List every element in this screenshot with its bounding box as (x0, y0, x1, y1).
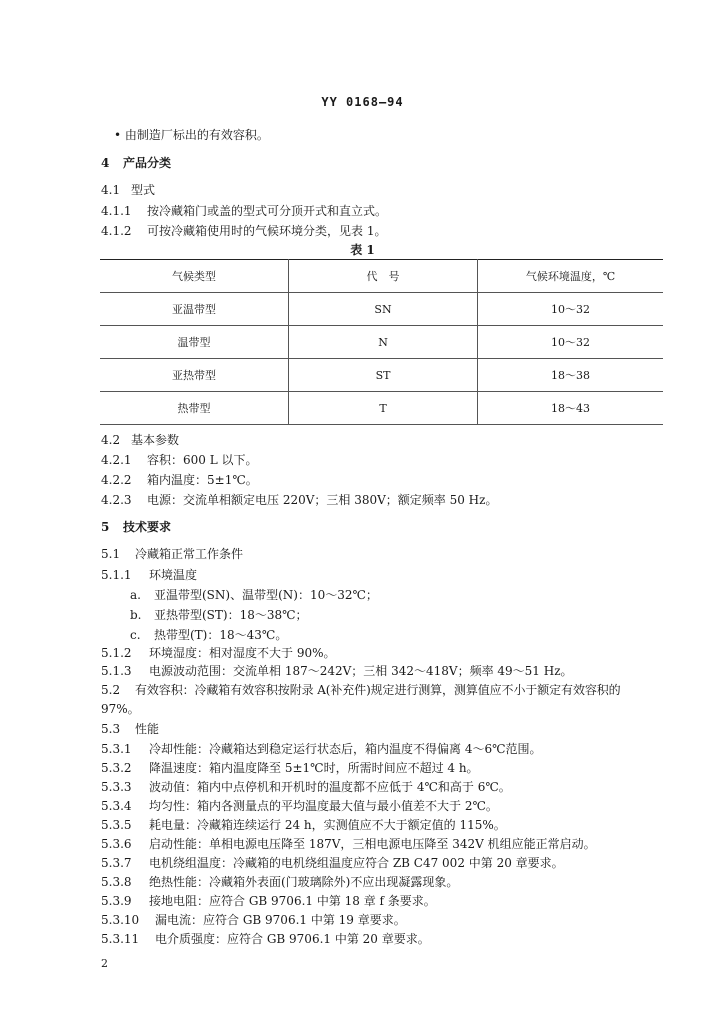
table-caption: 表 1 (350, 243, 375, 257)
clause-line: 5.1.3 电源波动范围：交流单相 187～242V；三相 342～418V；频率 49～51 Hz。 (101, 664, 573, 678)
clause-line: 4.2.2 箱内温度：5±1℃。 (101, 473, 258, 487)
clause-line: 5.3.1 冷却性能：冷藏箱达到稳定运行状态后，箱内温度不得偏离 4～6℃范围。 (101, 742, 542, 756)
table-header-cell: 气候环境温度，℃ (478, 260, 664, 293)
clause-line: 5.3.3 波动值：箱内中点停机和开机时的温度都不应低于 4℃和高于 6℃。 (101, 780, 511, 794)
clause-line: 5.3.9 接地电阻：应符合 GB 9706.1 中第 18 章 f 条要求。 (101, 894, 436, 908)
clause-line: 5.3.11 电介质强度：应符合 GB 9706.1 中第 20 章要求。 (101, 932, 430, 946)
table-row (100, 293, 663, 326)
clause-line: 5.3.5 耗电量：冷藏箱连续运行 24 h，实测值应不大于额定值的 115%。 (101, 818, 506, 832)
clause-line: 5.3.7 电机绕组温度：冷藏箱的电机绕组温度应符合 ZB C47 002 中第 20 章要求。 (101, 856, 564, 870)
table-header-cell: 代 号 (289, 260, 478, 293)
table-row (100, 392, 663, 425)
clause-line: 5.1.2 环境湿度：相对湿度不大于 90%。 (101, 646, 336, 660)
clause-line: 5.3.2 降温速度：箱内温度降至 5±1℃时，所需时间应不超过 4 h。 (101, 761, 479, 775)
document-header: YY 0168—94 (321, 95, 404, 109)
table-cell: 10～32 (478, 293, 664, 326)
clause-line: 5.1.1 环境温度 (101, 568, 198, 582)
clause-line: 4.2.1 容积：600 L 以下。 (101, 453, 258, 467)
clause-line: 4.2.3 电源：交流单相额定电压 220V；三相 380V；额定频率 50 Hz。 (101, 493, 498, 507)
section-heading: 5 技术要求 (101, 520, 172, 534)
table-cell: SN (289, 293, 478, 326)
section-heading: 4 产品分类 (101, 156, 172, 170)
table-cell: N (289, 326, 478, 359)
table-header-row (100, 260, 663, 293)
subsection-heading: 4.1 型式 (101, 183, 156, 197)
table-cell: ST (289, 359, 478, 392)
text-line: • 由制造厂标出的有效容积。 (114, 128, 269, 142)
page-number: 2 (101, 957, 108, 970)
clause-line: 5.3.10 漏电流：应符合 GB 9706.1 中第 19 章要求。 (101, 913, 406, 927)
table-cell: 18～43 (478, 392, 664, 425)
text-line: 97%。 (101, 702, 140, 716)
subsection-heading: 5.1 冷藏箱正常工作条件 (101, 547, 244, 561)
subsection-line: 5.2 有效容积：冷藏箱有效容积按附录 A(补充件)规定进行测算，测算值应不小于额定有效容积的 (101, 683, 621, 697)
subsection-heading: 5.3 性能 (101, 722, 160, 736)
clause-line: 5.3.4 均匀性：箱内各测量点的平均温度最大值与最小值差不大于 2℃。 (101, 799, 498, 813)
clause-line: 5.3.8 绝热性能：冷藏箱外表面(门玻璃除外)不应出现凝露现象。 (101, 875, 459, 889)
table-cell: 10～32 (478, 326, 664, 359)
table-cell: 亚热带型 (100, 359, 289, 392)
list-item: b. 亚热带型(ST)：18～38℃； (130, 608, 308, 622)
table-row (100, 326, 663, 359)
table-cell: 亚温带型 (100, 293, 289, 326)
table-cell: T (289, 392, 478, 425)
clause-line: 4.1.1 按冷藏箱门或盖的型式可分顶开式和直立式。 (101, 204, 388, 218)
list-item: c. 热带型(T)：18～43℃。 (130, 628, 288, 642)
list-item: a. 亚温带型(SN)、温带型(N)：10～32℃； (130, 588, 378, 602)
clause-line: 4.1.2 可按冷藏箱使用时的气候环境分类，见表 1。 (101, 224, 387, 238)
subsection-heading: 4.2 基本参数 (101, 433, 180, 447)
table-header-cell: 气候类型 (100, 260, 289, 293)
table-row (100, 359, 663, 392)
clause-line: 5.3.6 启动性能：单相电源电压降至 187V，三相电源电压降至 342V 机组应能正常启动。 (101, 837, 596, 851)
table-cell: 18～38 (478, 359, 664, 392)
table-cell: 热带型 (100, 392, 289, 425)
climate-table (100, 259, 663, 425)
table-cell: 温带型 (100, 326, 289, 359)
